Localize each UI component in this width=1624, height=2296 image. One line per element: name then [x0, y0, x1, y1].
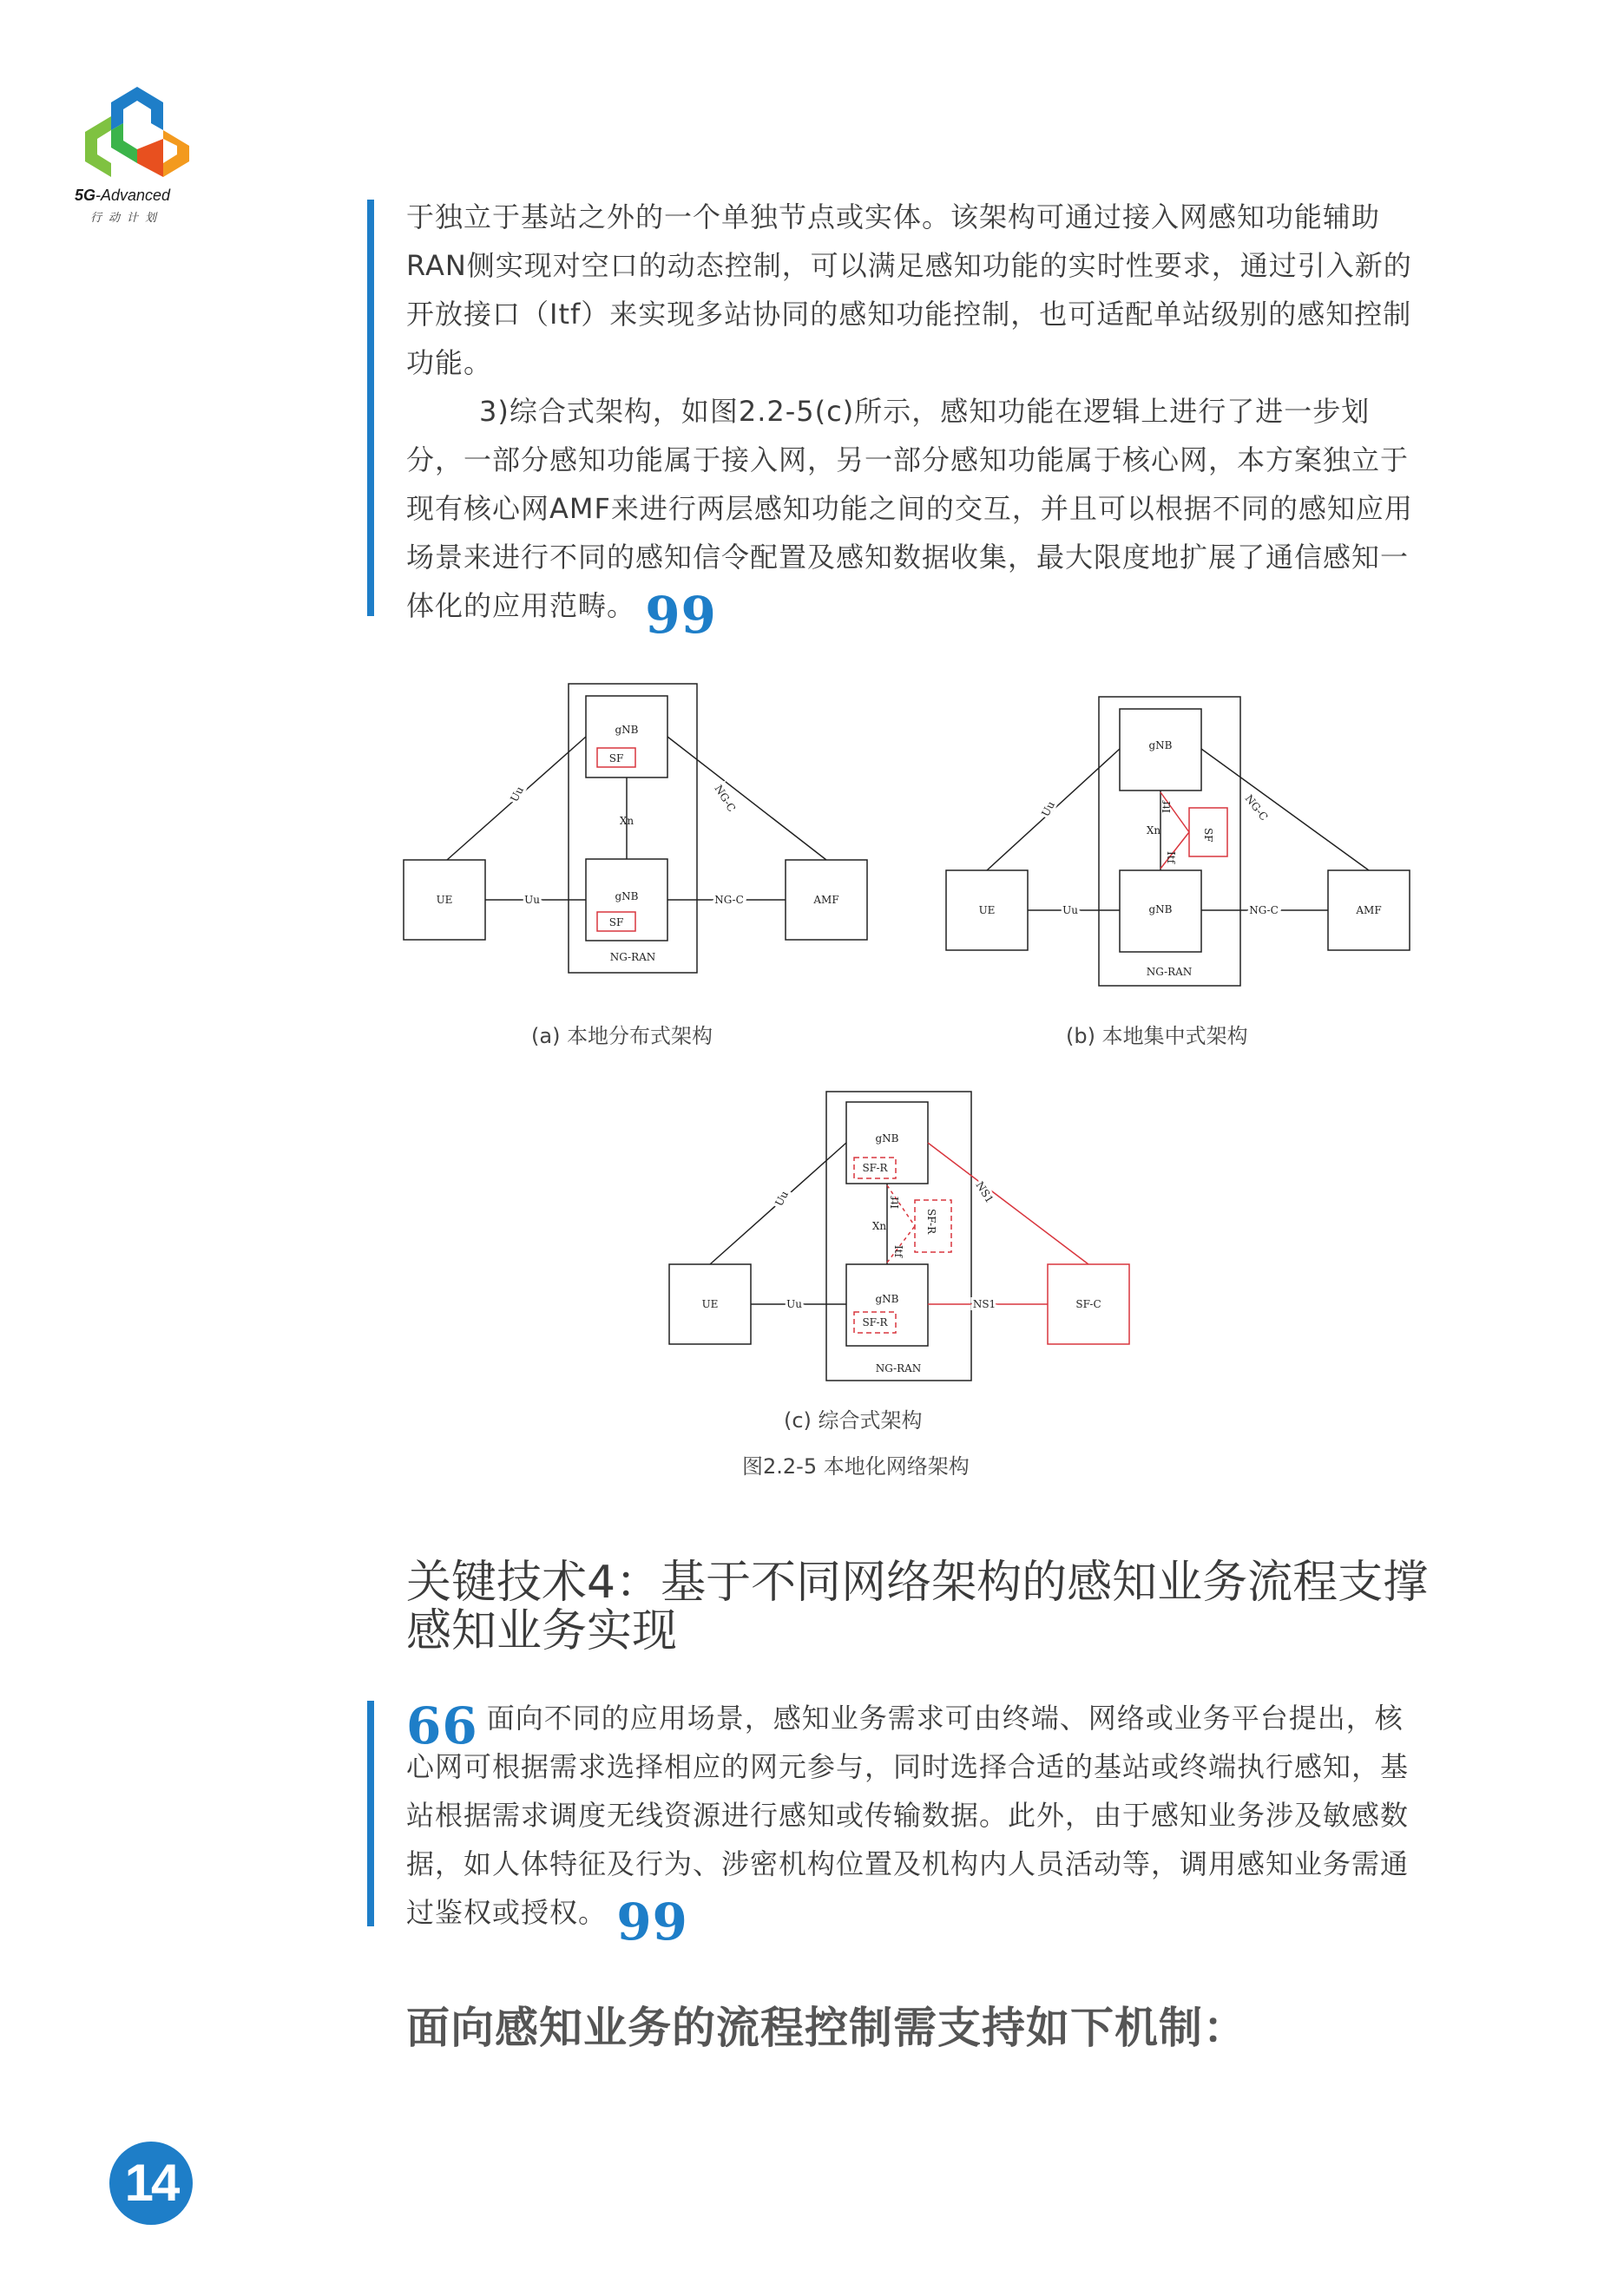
- paragraph-itf: 于独立于基站之外的一个单独节点或实体。该架构可通过接入网感知功能辅助RAN侧实现对空口的动态控制，可以满足感知功能的实时性要求，通过引入新的开放接口（Itf）来实现多站协同的感知功能控制，也可适配单站级别的感知控制功能。: [406, 200, 1412, 379]
- ngran-label: NG-RAN: [609, 951, 656, 963]
- svg-text:gNB: gNB: [1148, 739, 1173, 751]
- svg-text:Xn: Xn: [1146, 824, 1161, 836]
- paragraph-integrated: 3)综合式架构，如图2.2-5(c)所示，感知功能在逻辑上进行了进一步划分，一部分感知功能属于接入网，另一部分感知功能属于核心网，本方案独立于现有核心网AMF来进行两层感知功能之间的交互，并且可以根据不同的感知应用场景来进行不同的感知信令配置及感知数据收集，最大限度地扩展了通信感知一体化的应用范畴。 99: [406, 395, 1413, 645]
- svg-text:NS1: NS1: [973, 1179, 996, 1205]
- page-number-badge: 14: [109, 2142, 193, 2225]
- svg-text:SF-R: SF-R: [862, 1316, 888, 1328]
- xn-label: Xn: [619, 815, 634, 827]
- caption-b: (b) 本地集中式架构: [1066, 1024, 1248, 1048]
- subheading-mechanisms: 面向感知业务的流程控制需支持如下机制：: [406, 2003, 1247, 2053]
- svg-text:Uu: Uu: [1062, 904, 1078, 916]
- diagram-b-centralized: [940, 692, 1416, 991]
- svg-text:NG-C: NG-C: [1242, 792, 1271, 823]
- close-quote-icon: 99: [616, 1893, 688, 1952]
- svg-text:Itf: Itf: [889, 1196, 901, 1209]
- gnb-label: gNB: [615, 890, 639, 902]
- svg-text:AMF: AMF: [1356, 904, 1382, 916]
- gnb-box-top: [586, 696, 667, 777]
- quote-bar-bottom: [367, 1701, 374, 1926]
- svg-text:NS1: NS1: [972, 1298, 996, 1310]
- close-quote-icon: 99: [645, 586, 717, 645]
- diagram-a-distributed: [399, 681, 885, 981]
- svg-text:Xn: Xn: [871, 1220, 887, 1232]
- svg-text:SF-R: SF-R: [862, 1162, 888, 1174]
- svg-text:gNB: gNB: [1148, 903, 1173, 915]
- quote-block-top: [406, 193, 1413, 645]
- sf-label: SF: [608, 752, 624, 764]
- open-quote-icon: 66: [406, 1696, 478, 1755]
- 5g-advanced-logo: [76, 80, 198, 184]
- svg-text:NG-RAN: NG-RAN: [875, 1362, 922, 1374]
- svg-text:UE: UE: [978, 904, 996, 916]
- svg-text:NG-C: NG-C: [1249, 904, 1279, 916]
- svg-text:Itf: Itf: [1165, 851, 1177, 864]
- svg-text:NG-RAN: NG-RAN: [1146, 966, 1193, 978]
- ngc-label: NG-C: [714, 894, 744, 906]
- svg-text:UE: UE: [701, 1298, 719, 1310]
- paragraph-sensing-service: 66 面向不同的应用场景，感知业务需求可由终端、网络或业务平台提出，核心网可根据需求选择相应的网元参与，同时选择合适的基站或终端执行感知，基站根据需求调度无线资源进行感知或传输数据。此外，由于感知业务涉及敏感数据，如人体特征及行为、涉密机构位置及机构内人员活动等，调用感知业务需通过鉴权或授权。 99: [406, 1696, 1410, 1952]
- figure-title: 图2.2-5 本地化网络架构: [742, 1454, 970, 1479]
- svg-text:Uu: Uu: [773, 1189, 792, 1209]
- uu-label: Uu: [524, 894, 540, 906]
- quote-block-bottom: [406, 1694, 1413, 1952]
- caption-a: (a) 本地分布式架构: [531, 1024, 713, 1048]
- quote-bar-top: [367, 200, 374, 616]
- ue-label: UE: [436, 894, 453, 906]
- svg-text:gNB: gNB: [875, 1132, 899, 1145]
- svg-text:Uu: Uu: [1039, 799, 1058, 819]
- svg-text:gNB: gNB: [875, 1293, 899, 1305]
- caption-c: (c) 综合式架构: [784, 1408, 923, 1433]
- sf-label: SF: [608, 916, 624, 928]
- svg-text:Uu: Uu: [786, 1298, 802, 1310]
- gnb-label: gNB: [615, 724, 639, 736]
- amf-label: AMF: [813, 894, 839, 906]
- svg-text:SF-R: SF-R: [925, 1209, 937, 1235]
- uu-diag-label: Uu: [508, 784, 527, 804]
- ngc-diag-label: NG-C: [712, 783, 739, 815]
- svg-text:SF-C: SF-C: [1075, 1298, 1101, 1310]
- logo-text: 5G-Advanced: [75, 187, 171, 204]
- svg-text:Itf: Itf: [892, 1245, 904, 1258]
- svg-text:Itf: Itf: [1160, 800, 1173, 813]
- svg-text:SF: SF: [1202, 828, 1214, 843]
- logo-subtitle: 行动计划: [90, 212, 164, 225]
- diagram-c-integrated: [666, 1087, 1147, 1384]
- section-heading-key-tech-4: 关键技术4：基于不同网络架构的感知业务流程支撑感知业务实现: [406, 1557, 1429, 1657]
